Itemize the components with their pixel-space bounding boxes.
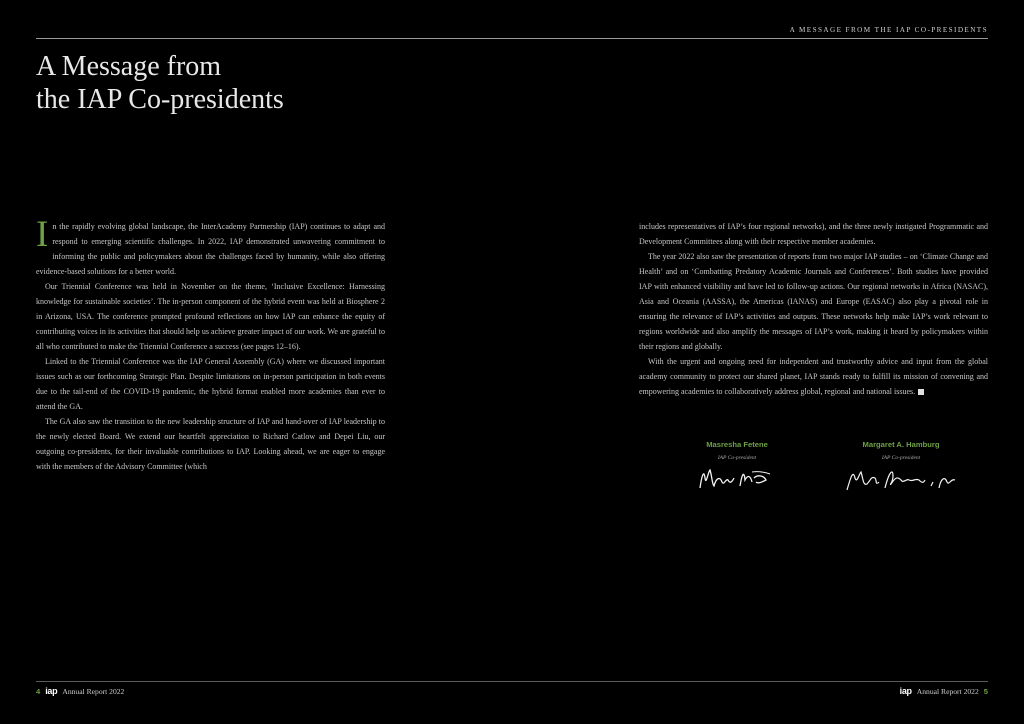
signature-block-fetene bbox=[662, 440, 812, 494]
footer-publication-title: Annual Report 2022 bbox=[62, 686, 125, 696]
signatory-name: Masresha Fetene bbox=[706, 440, 768, 449]
paragraph: The GA also saw the transition to the new leadership structure of IAP and hand-over of IAP leadership to the newly elected Board. We extend our heartfelt appreciation to Richard Catlow and Depei Liu, our outgoing co-presidents, for their invaluable contributions to IAP. Looking ahead, we are eager to engage with the members of the Advisory Committee (which bbox=[36, 417, 385, 471]
paragraph: Linked to the Triennial Conference was the IAP General Assembly (GA) where we discussed important issues such as our forthcoming Strategic Plan. Despite limitations on in-person participation in both events due to the tail-end of the COVID-19 pandemic, the hybrid format enabled more academies than ever to attend the GA. bbox=[36, 357, 385, 411]
handwritten-signature bbox=[841, 464, 961, 494]
paragraph: In the rapidly evolving global landscape, the InterAcademy Partnership (IAP) continues to adapt and respond to emerging scientific challenges. In 2022, IAP demonstrated unwavering commitment to informing the public and policymakers about the challenges faced by humanity, while also offering evidence-based solutions for a better world. bbox=[36, 214, 385, 276]
running-head: A MESSAGE FROM THE IAP CO-PRESIDENTS bbox=[789, 26, 988, 34]
bottom-divider bbox=[36, 681, 988, 682]
footer-publication-title: Annual Report 2022 bbox=[916, 686, 979, 696]
footer-left bbox=[36, 686, 124, 696]
end-of-article-mark bbox=[918, 389, 924, 395]
page-title-line-2: the IAP Co-presidents bbox=[36, 84, 284, 115]
signatory-role: IAP Co-president bbox=[717, 455, 757, 461]
paragraph: Our Triennial Conference was held in November on the theme, ‘Inclusive Excellence: Harnessing knowledge for sustainable societies’. The in-person component of the hybrid event was held at Biosphere 2 in Arizona, USA. The conference prompted profound reflections on how IAP can enhance the equity of contributing voices in its activities that should help us achieve greater impact of our work. We are grateful to all who contributed to make the Triennial Conference a success (see pages 12–16). bbox=[36, 282, 385, 351]
footer-right bbox=[900, 686, 988, 696]
right-text-column bbox=[639, 219, 988, 399]
iap-logo: iap bbox=[45, 686, 58, 696]
paragraph: The year 2022 also saw the presentation of reports from two major IAP studies – on ‘Climate Change and Health’ and on ‘Combatting Predatory Academic Journals and Conferences’. Both studies have provided IAP with enhanced visibility and have led to follow-up actions. Our regional networks in Africa (NASAC), Asia and Oceania (AASSA), the Americas (IANAS) and Europe (EASAC) also play a pivotal role in ensuring the relevance of IAP’s activities and outputs. These networks help make IAP’s work relevant to regions worldwide and also amplify the messages of IAP’s work, making it heard by policymakers within their regions and globally. bbox=[639, 252, 988, 351]
page-number: 5 bbox=[983, 686, 988, 696]
top-divider bbox=[36, 38, 988, 39]
signatory-role: IAP Co-president bbox=[881, 455, 921, 461]
page-number: 4 bbox=[36, 686, 41, 696]
signature-block-hamburg bbox=[826, 440, 976, 494]
paragraph: includes representatives of IAP’s four regional networks), and the three newly instigated Programmatic and Development Committees along with their respective member academies. bbox=[639, 222, 988, 246]
signatory-name: Margaret A. Hamburg bbox=[862, 440, 940, 449]
iap-logo: iap bbox=[899, 686, 912, 696]
page-title-line-1: A Message from bbox=[36, 51, 222, 82]
paragraph: With the urgent and ongoing need for independent and trustworthy advice and input from the global academy community to protect our shared planet, IAP stands ready to fulfill its mission of convening and empowering academies to collaboratively address global, regional and national issues. bbox=[639, 357, 988, 396]
left-text-column bbox=[36, 214, 385, 474]
drop-cap: I bbox=[36, 214, 49, 255]
handwritten-signature bbox=[692, 464, 782, 494]
page-title bbox=[36, 50, 284, 116]
